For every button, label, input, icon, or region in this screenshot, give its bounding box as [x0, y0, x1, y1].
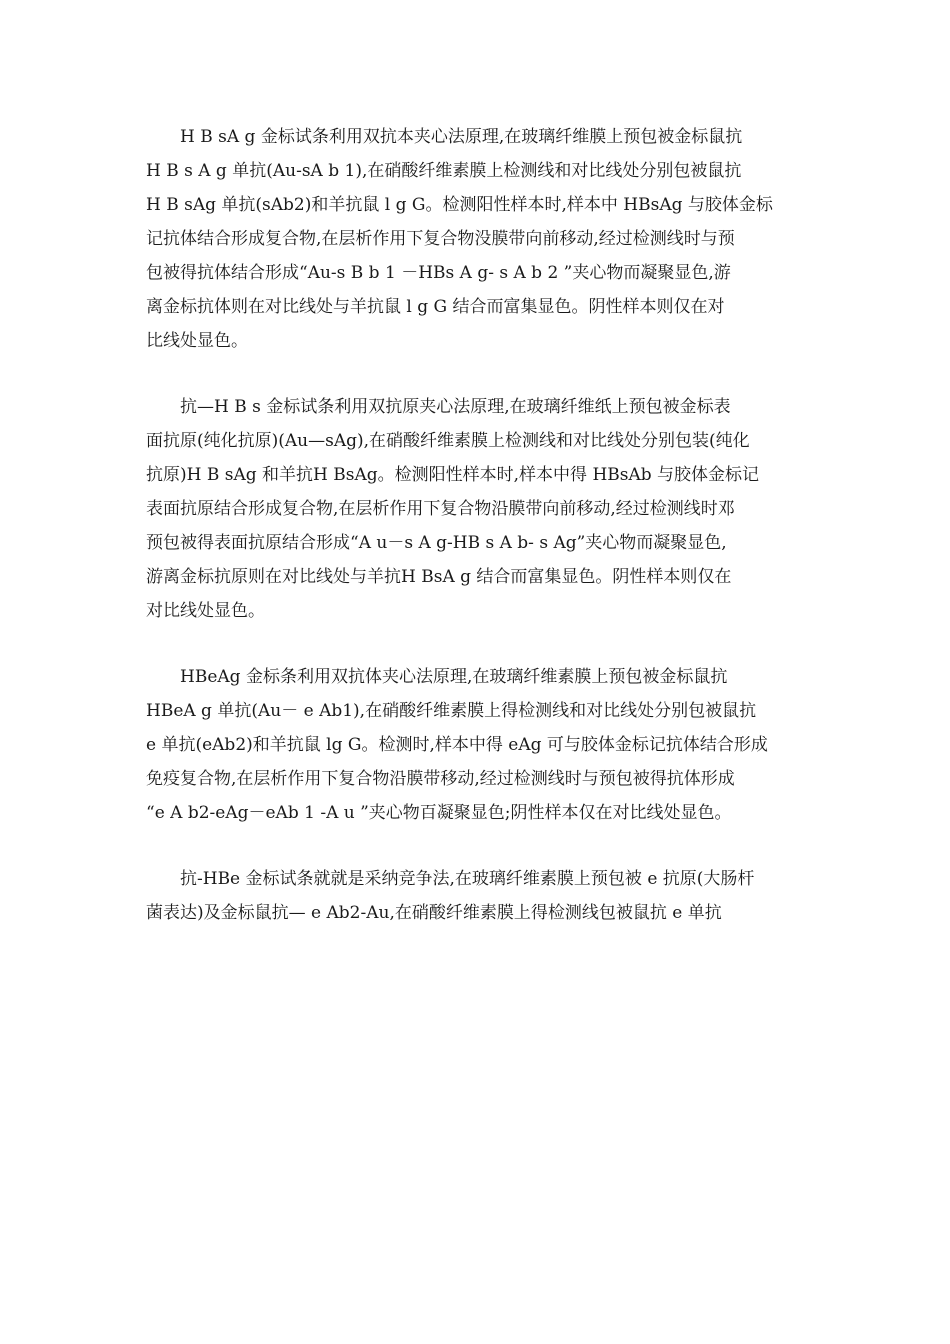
text-line: 抗原)H B sAg 和羊抗H BsAg。检测阳性样本时,样本中得 HBsAb 与胶体金标记 — [146, 465, 760, 485]
text-line: “e A b2-eAg－eAb 1 -A u ”夹心物百凝聚显色;阴性样本仅在对比线处显色。 — [146, 803, 732, 823]
paragraph-gap — [146, 830, 811, 862]
text-line: 表面抗原结合形成复合物,在层析作用下复合物沿膜带向前移动,经过检测线时邓 — [146, 499, 735, 519]
text-line: HBeA g 单抗(Au－ e Ab1),在硝酸纤维素膜上得检测线和对比线处分别包被鼠抗 — [146, 701, 757, 721]
text-line: 比线处显色。 — [146, 331, 248, 351]
text-line: 免疫复合物,在层析作用下复合物沿膜带移动,经过检测线时与预包被得抗体形成 — [146, 769, 735, 789]
text-line: 游离金标抗原则在对比线处与羊抗H BsA g 结合而富集显色。阴性样本则仅在 — [146, 567, 732, 587]
text-line: H B sA g 金标试条利用双抗本夹心法原理,在玻璃纤维膜上预包被金标鼠抗 — [180, 127, 743, 147]
paragraph-anti-hbs — [146, 390, 811, 628]
text-line: e 单抗(eAb2)和羊抗鼠 lg G。检测时,样本中得 eAg 可与胶体金标记抗体结合形成 — [146, 735, 768, 755]
paragraph-gap — [146, 628, 811, 660]
text-line: 抗—H B s 金标试条利用双抗原夹心法原理,在玻璃纤维纸上预包被金标表 — [180, 397, 731, 417]
paragraph-hbeag — [146, 660, 811, 830]
text-line: 抗-HBe 金标试条就就是采纳竞争法,在玻璃纤维素膜上预包被 e 抗原(大肠杆 — [180, 869, 755, 889]
paragraph-hbsag — [146, 120, 811, 358]
paragraph-gap — [146, 358, 811, 390]
text-line: HBeAg 金标条利用双抗体夹心法原理,在玻璃纤维素膜上预包被金标鼠抗 — [180, 667, 728, 687]
text-line: 记抗体结合形成复合物,在层析作用下复合物没膜带向前移动,经过检测线时与预 — [146, 229, 735, 249]
text-line: 对比线处显色。 — [146, 601, 265, 621]
text-line: 菌表达)及金标鼠抗— e Ab2-Au,在硝酸纤维素膜上得检测线包被鼠抗 e 单抗 — [146, 903, 722, 923]
text-line: 面抗原(纯化抗原)(Au—sAg),在硝酸纤维素膜上检测线和对比线处分别包装(纯化 — [146, 431, 750, 451]
document-body — [146, 120, 811, 930]
text-line: H B s A g 单抗(Au-sA b 1),在硝酸纤维素膜上检测线和对比线处分别包被鼠抗 — [146, 161, 742, 181]
text-line: H B sAg 单抗(sAb2)和羊抗鼠 l g G。检测阳性样本时,样本中 HBsAg 与胶体金标 — [146, 195, 773, 215]
text-line: 离金标抗体则在对比线处与羊抗鼠 l g G 结合而富集显色。阴性样本则仅在对 — [146, 297, 725, 317]
text-line: 包被得抗体结合形成“Au-s B b 1 －HBs A g- s A b 2 ”夹心物而凝聚显色,游 — [146, 263, 731, 283]
paragraph-anti-hbe — [146, 862, 811, 930]
text-line: 预包被得表面抗原结合形成“A u－s A g-HB s A b- s Ag”夹心物而凝聚显色, — [146, 533, 727, 553]
